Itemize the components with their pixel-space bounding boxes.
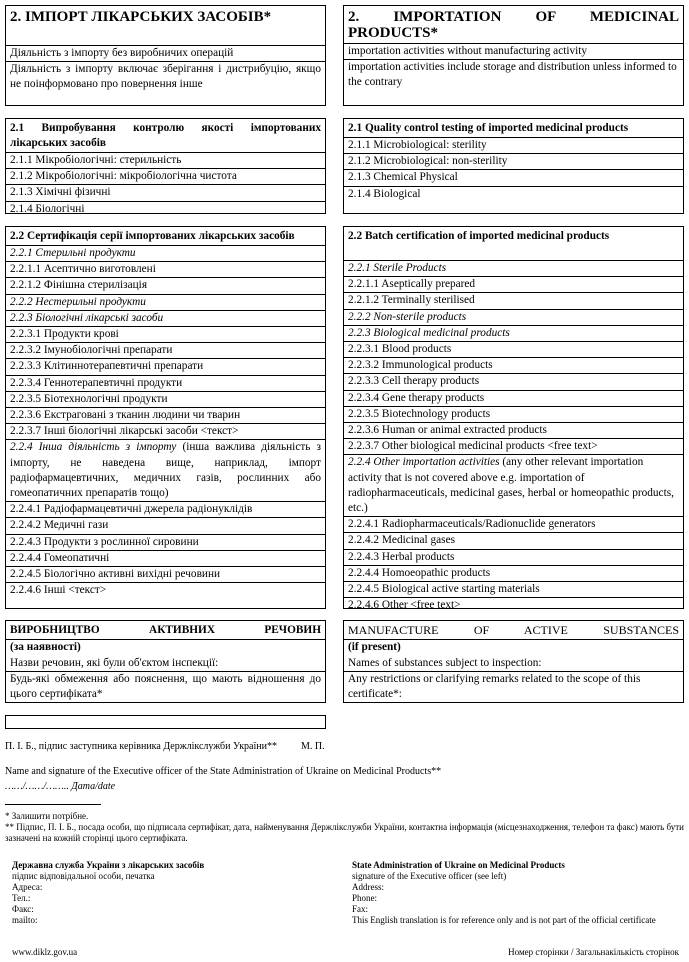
footer-line: Факс: — [12, 904, 34, 914]
section-title: 2.1 Quality control testing of imported medicinal products — [344, 119, 683, 138]
text-row: 2.2.4.5 Біологічно активні вихідні речовини — [6, 567, 325, 583]
footer-line: Phone: — [352, 893, 378, 903]
text-row — [6, 440, 325, 502]
signature-line-ua — [5, 741, 325, 753]
text-row: 2.1.3 Хімічні фізичні — [6, 185, 325, 201]
text-row: 2.2.3.4 Gene therapy products — [344, 391, 683, 407]
batch-cert-en — [343, 226, 684, 612]
text-row: 2.2.4.2 Медичні гази — [6, 518, 325, 534]
batch-cert-ua — [5, 226, 326, 609]
description: (інша важлива діяльність з імпорту, не наведена вище, наприклад, імпорт радіофармацевтичних, медичних газів, рослинних або гомеопатичних препаратів тощо) — [10, 441, 322, 500]
italic-heading: 2.2.4 Other importation activities — [348, 456, 500, 469]
text-row: 2.2.4.6 Other <free text> — [348, 599, 461, 612]
blank-box — [5, 715, 326, 729]
footer-org-ua: Державна служба України з лікарських засобів — [12, 860, 205, 870]
page-number: Номер сторінки / Загальнакількість сторінок — [508, 947, 679, 957]
text-row: 2.2.3.5 Біотехнологічні продукти — [6, 392, 325, 408]
text-row: 2.2.4.1 Radiopharmaceuticals/Radionuclide generators — [344, 517, 683, 533]
text-row: 2.1.1 Мікробіологічні: стерильність — [6, 153, 325, 169]
text-row: 2.1.2 Мікробіологічні: мікробіологічна чистота — [6, 169, 325, 185]
text-row: 2.2.1 Стерильні продукти — [6, 246, 325, 262]
text-row: 2.2.4.6 Інші <текст> — [10, 584, 107, 597]
text-row — [344, 455, 683, 517]
text-row: 2.2.4.1 Радіофармацевтичні джерела радіонуклідів — [6, 502, 325, 518]
text-row: 2.2.3 Biological medicinal products — [344, 326, 683, 342]
footer-line: підпис відповідальної особи, печатка — [12, 871, 155, 881]
text-row: 2.2.3.3 Cell therapy products — [344, 374, 683, 390]
footer-line: signature of the Executive officer (see left) — [352, 871, 507, 881]
text-row: 2.2.1.1 Асептично виготовлені — [6, 262, 325, 278]
signature-label-ua: П. І. Б., підпис заступника керівника Держлікслужби України** — [5, 741, 277, 752]
text-row: 2.2.4.2 Medicinal gases — [344, 533, 683, 549]
text-row: 2.2.3.2 Імунобіологічні препарати — [6, 343, 325, 359]
footnote: ** Підпис, П. І. Б., посада особи, що підписала сертифікат, дата, найменування Держлікслужби України, контактна інформація (місцезнаходження, телефон та факс) мають бути зазначені на кожній сторінці цього сертифіката. — [5, 822, 684, 843]
footer-left — [12, 860, 332, 926]
text-row: 2.2.3.7 Інші біологічні лікарські засоби <текст> — [6, 424, 325, 440]
text-row: 2.2.3.5 Biotechnology products — [344, 407, 683, 423]
text-row: importation activities include storage and distribution unless informed to the contrary — [348, 61, 677, 89]
text-row: 2.1.3 Chemical Physical — [344, 170, 683, 186]
footer-url[interactable]: www.diklz.gov.ua — [12, 947, 78, 957]
text-row: 2.2.3.6 Екстраговані з тканин людини чи тварин — [6, 408, 325, 424]
footer-line: Адреса: — [12, 882, 43, 892]
import-section-en — [343, 5, 684, 106]
footer-line: mailto: — [12, 915, 38, 925]
description: (any other relevant importation activity that is not covered above e.g. importation of radiopharmaceuticals, medicinal gases, herbal or homeopathic products, etc.) — [348, 456, 674, 515]
text-row: 2.2.4.4 Гомеопатичні — [6, 551, 325, 567]
stamp-label: М. П. — [300, 741, 325, 752]
section-subtitle: (за наявності) — [10, 641, 81, 653]
text-row: 2.2.3.4 Геннотерапевтичні продукти — [6, 376, 325, 392]
text-row: 2.2.4.5 Biological active starting materials — [344, 582, 683, 598]
date-field: ……/……/…….. Дата/date — [5, 781, 116, 792]
text-row: 2.2.3.1 Продукти крові — [6, 327, 325, 343]
footer-line: Fax: — [352, 904, 369, 914]
footer-line: Тел.: — [12, 893, 31, 903]
active-substances-ua — [5, 620, 326, 703]
qc-testing-en — [343, 118, 684, 214]
text-row: 2.2.4.3 Herbal products — [344, 550, 683, 566]
text-row: 2.2.3.3 Клітиннотерапевтичні препарати — [6, 359, 325, 375]
section-title: 2. IMPORTATION OF MEDICINAL PRODUCTS* — [344, 6, 683, 44]
section-title: MANUFACTURE OF ACTIVE SUBSTANCES — [344, 621, 683, 640]
text-row: importation activities without manufacturing activity — [344, 44, 683, 60]
text-row: 2.1.4 Biological — [348, 187, 421, 200]
text-row: Будь-які обмеження або пояснення, що мають відношення до цього сертифіката* — [10, 673, 321, 701]
text-row: 2.2.1 Sterile Products — [344, 261, 683, 277]
text-row: 2.1.1 Microbiological: sterility — [344, 138, 683, 154]
text-row: Діяльність з імпорту включає зберігання і дистрибуцію, якщо не поінформовано про повернення інше — [10, 63, 321, 91]
footer-line: Address: — [352, 882, 384, 892]
footnote: * Залишити потрібне. — [5, 811, 89, 821]
text-row: 2.2.3 Біологічні лікарські засоби — [6, 311, 325, 327]
section-title: ВИРОБНИЦТВО АКТИВНИХ РЕЧОВИН — [6, 621, 325, 640]
text-row: Any restrictions or clarifying remarks related to the scope of this certificate*: — [348, 673, 641, 701]
section-subtitle: (if present) — [348, 641, 401, 653]
footer-right — [352, 860, 682, 926]
text-row: 2.2.2 Нестерильні продукти — [6, 295, 325, 311]
italic-heading: 2.2.4 Інша діяльність з імпорту — [10, 441, 177, 454]
divider — [5, 804, 101, 805]
text-row: Діяльність з імпорту без виробничих операцій — [6, 46, 325, 62]
section-title: 2. ІМПОРТ ЛІКАРСЬКИХ ЗАСОБІВ* — [6, 6, 325, 46]
active-substances-en — [343, 620, 684, 703]
text-row: 2.2.4.3 Продукти з рослинної сировини — [6, 535, 325, 551]
text-row: 2.2.3.6 Human or animal extracted products — [344, 423, 683, 439]
text-row: 2.2.3.7 Other biological medicinal products <free text> — [344, 439, 683, 455]
text-row: 2.1.2 Microbiological: non-sterility — [344, 154, 683, 170]
text-row: 2.1.4 Біологічні — [10, 202, 85, 215]
qc-testing-ua — [5, 118, 326, 214]
section-title: 2.1 Випробування контролю якості імпортованих лікарських засобів — [6, 119, 325, 153]
text-row: 2.2.1.1 Aseptically prepared — [344, 277, 683, 293]
section-title: 2.2 Сертифікація серії імпортованих лікарських засобів — [6, 227, 325, 246]
text-row: 2.2.4.4 Homoeopathic products — [344, 566, 683, 582]
text-row: 2.2.1.2 Terminally sterilised — [344, 293, 683, 309]
section-title: 2.2 Batch certification of imported medicinal products — [344, 227, 683, 261]
text-row: Names of substances subject to inspection: — [344, 656, 683, 672]
footer-line: This English translation is for reference only and is not part of the official certificate — [352, 915, 656, 925]
text-row: 2.2.3.1 Blood products — [344, 342, 683, 358]
signature-label-en: Name and signature of the Executive officer of the State Administration of Ukraine on Medicinal Products** — [5, 766, 442, 777]
footer-org-en: State Administration of Ukraine on Medicinal Products — [352, 860, 565, 870]
text-row: 2.2.1.2 Фінішна стерилізація — [6, 278, 325, 294]
import-section-ua — [5, 5, 326, 106]
text-row: 2.2.3.2 Immunological products — [344, 358, 683, 374]
text-row: Назви речовин, які були об'єктом інспекції: — [6, 656, 325, 672]
text-row: 2.2.2 Non-sterile products — [344, 310, 683, 326]
